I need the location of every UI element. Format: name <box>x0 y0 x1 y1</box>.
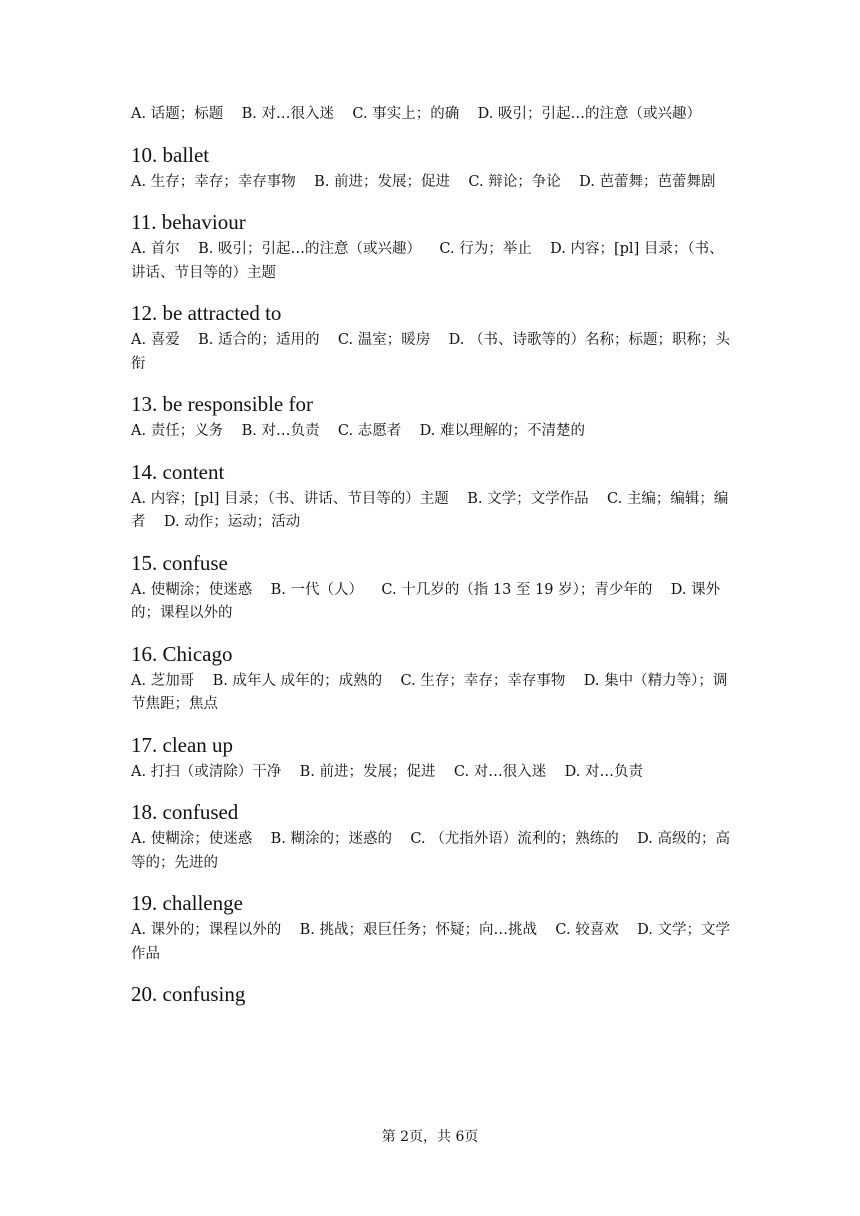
question-18 <box>131 798 735 875</box>
question-11-word: 11. behaviour <box>131 210 246 234</box>
question-17-options: A. 打扫（或清除）干净 B. 前进；发展；促进 C. 对…很入迷 D. 对…负责 <box>131 763 643 780</box>
question-15-options: A. 使糊涂；使迷惑 B. 一代（人） C. 十几岁的（指 13 至 19 岁）；青少年的 D. 课外的；课程以外的 <box>131 581 721 621</box>
question-13 <box>131 390 735 444</box>
question-12 <box>131 299 735 376</box>
question-15 <box>131 549 735 626</box>
question-10-options: A. 生存；幸存；幸存事物 B. 前进；发展；促进 C. 辩论；争论 D. 芭蕾舞；芭蕾舞剧 <box>131 173 716 190</box>
question-15-word: 15. confuse <box>131 550 228 575</box>
question-17-word: 17. clean up <box>131 732 234 757</box>
question-10 <box>131 141 735 195</box>
question-10-word: 10. ballet <box>131 142 210 167</box>
question-19 <box>131 889 735 966</box>
question-11 <box>131 208 735 285</box>
question-9-options: A. 话题；标题 B. 对…很入迷 C. 事实上；的确 D. 吸引；引起…的注意（或兴趣） <box>131 106 701 122</box>
question-14-options: A. 内容；[pl] 目录；（书、讲话、节目等的）主题 B. 文学；文学作品 C. 主编；编辑；编者 D. 动作；运动；活动 <box>131 490 729 530</box>
question-20 <box>131 980 735 1008</box>
question-18-word: 18. confused <box>131 800 239 824</box>
question-19-word: 19. challenge <box>131 891 243 915</box>
question-18-options: A. 使糊涂；使迷惑 B. 糊涂的；迷惑的 C. （尤指外语）流利的；熟练的 D. 高级的；高等的；先进的 <box>131 831 730 871</box>
question-16-word: 16. Chicago <box>131 641 233 666</box>
question-16 <box>131 640 735 717</box>
question-14-word: 14. content <box>131 459 225 484</box>
question-12-word: 12. be attracted to <box>131 301 282 325</box>
question-19-options: A. 课外的；课程以外的 B. 挑战；艰巨任务；怀疑；向…挑战 C. 较喜欢 D. 文学；文学作品 <box>131 922 730 962</box>
question-16-options: A. 芝加哥 B. 成年人 成年的；成熟的 C. 生存；幸存；幸存事物 D. 集中（精力等）；调节焦距；焦点 <box>131 672 728 712</box>
question-20-word: 20. confusing <box>131 982 246 1006</box>
question-11-options: A. 首尔 B. 吸引；引起…的注意（或兴趣） C. 行为；举止 D. 内容；[pl] 目录；（书、讲话、节目等的）主题 <box>131 241 724 281</box>
question-17 <box>131 731 735 785</box>
question-14 <box>131 458 735 535</box>
page-footer: 第 2页，共 6页 <box>381 1129 479 1145</box>
question-12-options: A. 喜爱 B. 适合的；适用的 C. 温室；暖房 D. （书、诗歌等的）名称；标题；职称；头衔 <box>131 332 730 372</box>
question-13-options: A. 责任；义务 B. 对…负责 C. 志愿者 D. 难以理解的；不清楚的 <box>131 423 585 439</box>
question-list <box>131 103 735 1010</box>
question-13-word: 13. be responsible for <box>131 392 313 416</box>
